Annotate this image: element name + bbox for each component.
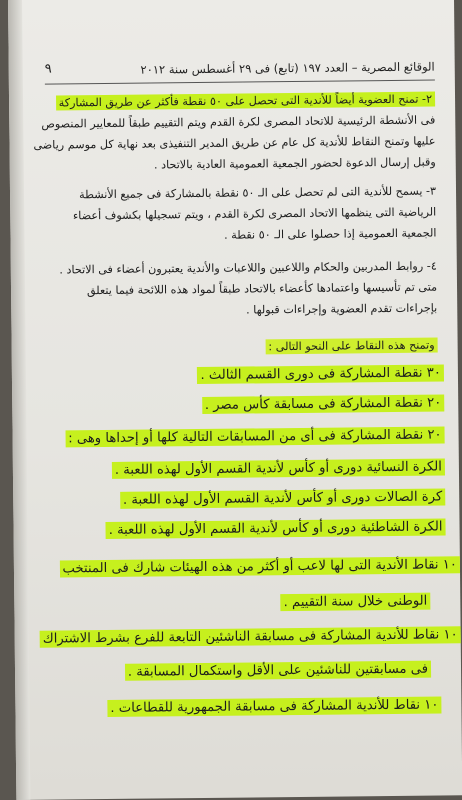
page-header bbox=[45, 58, 435, 85]
text-line: ٣- يسمح للأندية التى لم تحصل على الـ ٥٠ نقطة بالمشاركة فى جميع الأنشطة bbox=[79, 184, 437, 202]
text-line: وقبل إرسال الدعوة لحضور الجمعية العمومية العادية بالاتحاد . bbox=[153, 155, 436, 172]
page-number: ٩ bbox=[44, 61, 52, 77]
points-line: ١٠ نقاط للأندية المشاركة فى مسابقة الناشئين التابعة للفرع بشرط الاشتراك bbox=[21, 625, 461, 650]
text-line: بإجراءات تقدم العضوية وإجراءات قبولها . bbox=[246, 301, 438, 317]
points-line: كرة الصالات دورى أو كأس لأندية القسم الأول لهذه اللعبة . bbox=[35, 487, 445, 511]
text-line: الجمعية العمومية إذا حصلوا على الـ ٥٠ نقطة . bbox=[224, 226, 437, 242]
text-line: وتمنح هذه النقاط على النحو التالى : bbox=[38, 338, 438, 358]
points-line: ٢٠ نقطة المشاركة فى أى من المسابقات التالية كلها أو إحداها وهى : bbox=[35, 425, 445, 449]
text-line: الرياضية التى ينظمها الاتحاد المصرى لكرة القدم ، ويتم تسجيلها بكشوف أعضاء bbox=[72, 205, 437, 223]
points-line: الكرة الشاطئية دورى أو كأس لأندية القسم الأول لهذه اللعبة . bbox=[35, 517, 445, 541]
text-line: متى تم تأسيسها واعتمادها كأعضاء بالاتحاد طبقاً لمواد هذه اللائحة فيما يتعلق bbox=[86, 280, 438, 298]
header-title: الوقائع المصرية – العدد ١٩٧ (تابع) فى ٢٩ أغسطس سنة ٢٠١٢ bbox=[140, 59, 435, 77]
points-line: ٢٠ نقطة المشاركة فى مسابقة كأس مصر . bbox=[34, 393, 444, 417]
points-line: الكرة النسائية دورى أو كأس لأندية القسم الأول لهذه اللعبة . bbox=[35, 457, 445, 481]
points-line: ١٠ نقاط للأندية المشاركة فى مسابقة الجمهورية للقطاعات . bbox=[31, 696, 441, 720]
document-page bbox=[8, 0, 462, 800]
points-line: فى مسابقتين للناشئين على الأقل واستكمال المسابقة . bbox=[31, 660, 431, 684]
text-line: ٢- تمنح العضوية أيضاً للأندية التى تحصل على ٥٠ نقطة فأكثر عن طريق المشاركة bbox=[35, 92, 435, 112]
text-line: عليها وتمنح النقاط للأندية كل عام عن طريق المدير التنفيذى بعد نهاية كل موسم رياضى bbox=[33, 134, 436, 152]
points-line: ٣٠ نقطة المشاركة فى دورى القسم الثالث . bbox=[34, 363, 444, 387]
text-line: فى الأنشطة الرئيسية للاتحاد المصرى لكرة القدم ويتم التقييم طبقاً للمعايير المنصوص bbox=[41, 113, 436, 131]
points-line: ١٠ نقاط الأندية التى لها لاعب أو أكثر من هذه الهيئات شارك فى المنتخب bbox=[20, 555, 460, 580]
points-line: الوطنى خلال سنة التقييم . bbox=[30, 592, 430, 616]
text-line: ٤- روابط المدربين والحكام واللاعبين واللاعبات والأندية يعتبرون أعضاء فى الاتحاد . bbox=[59, 259, 437, 277]
